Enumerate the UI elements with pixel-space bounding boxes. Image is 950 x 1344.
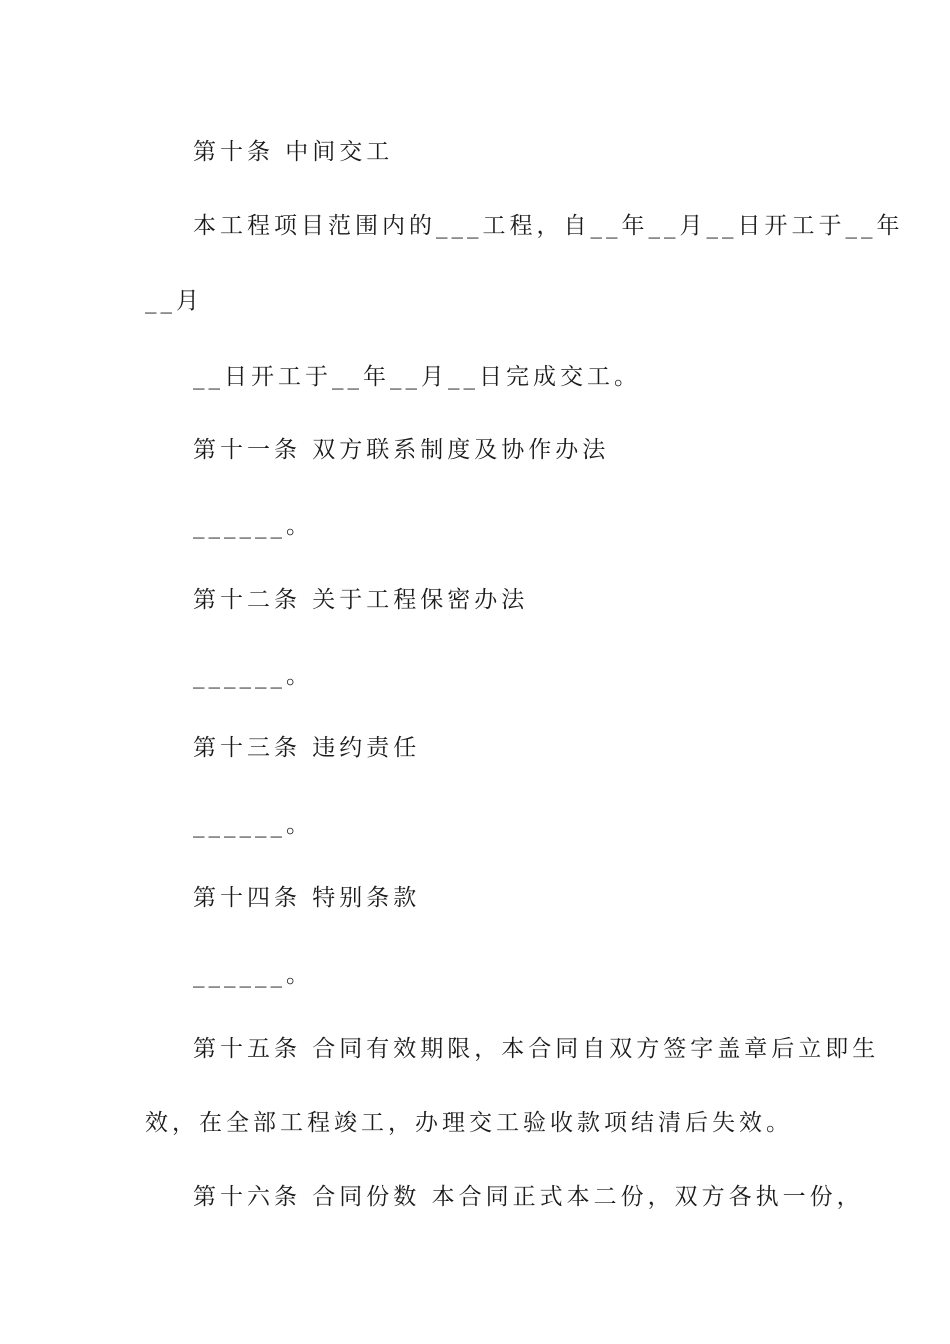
article-13-heading: 第十三条 违约责任 [193,735,421,761]
article-12-heading: 第十二条 关于工程保密办法 [193,587,529,613]
article-11-heading: 第十一条 双方联系制度及协作办法 [193,437,610,463]
article-12-blank: ______。 [193,663,313,689]
article-15-text-line-1: 第十五条 合同有效期限，本合同自双方签字盖章后立即生 [193,1036,880,1062]
article-13-blank: ______。 [193,812,313,838]
article-15-text-line-2: 效，在全部工程竣工，办理交工验收款项结清后失效。 [145,1110,793,1136]
article-10-heading: 第十条 中间交工 [193,139,394,165]
article-10-text-line-3: __日开工于__年__月__日完成交工。 [193,364,641,390]
article-16-text-line-1: 第十六条 合同份数 本合同正式本二份，双方各执一份， [193,1184,864,1210]
article-10-text-line-2: __月 [145,288,203,314]
article-14-blank: ______。 [193,962,313,988]
article-11-blank: ______。 [193,513,313,539]
article-14-heading: 第十四条 特别条款 [193,885,421,911]
article-10-text-line-1: 本工程项目范围内的___工程，自__年__月__日开工于__年 [193,213,904,239]
